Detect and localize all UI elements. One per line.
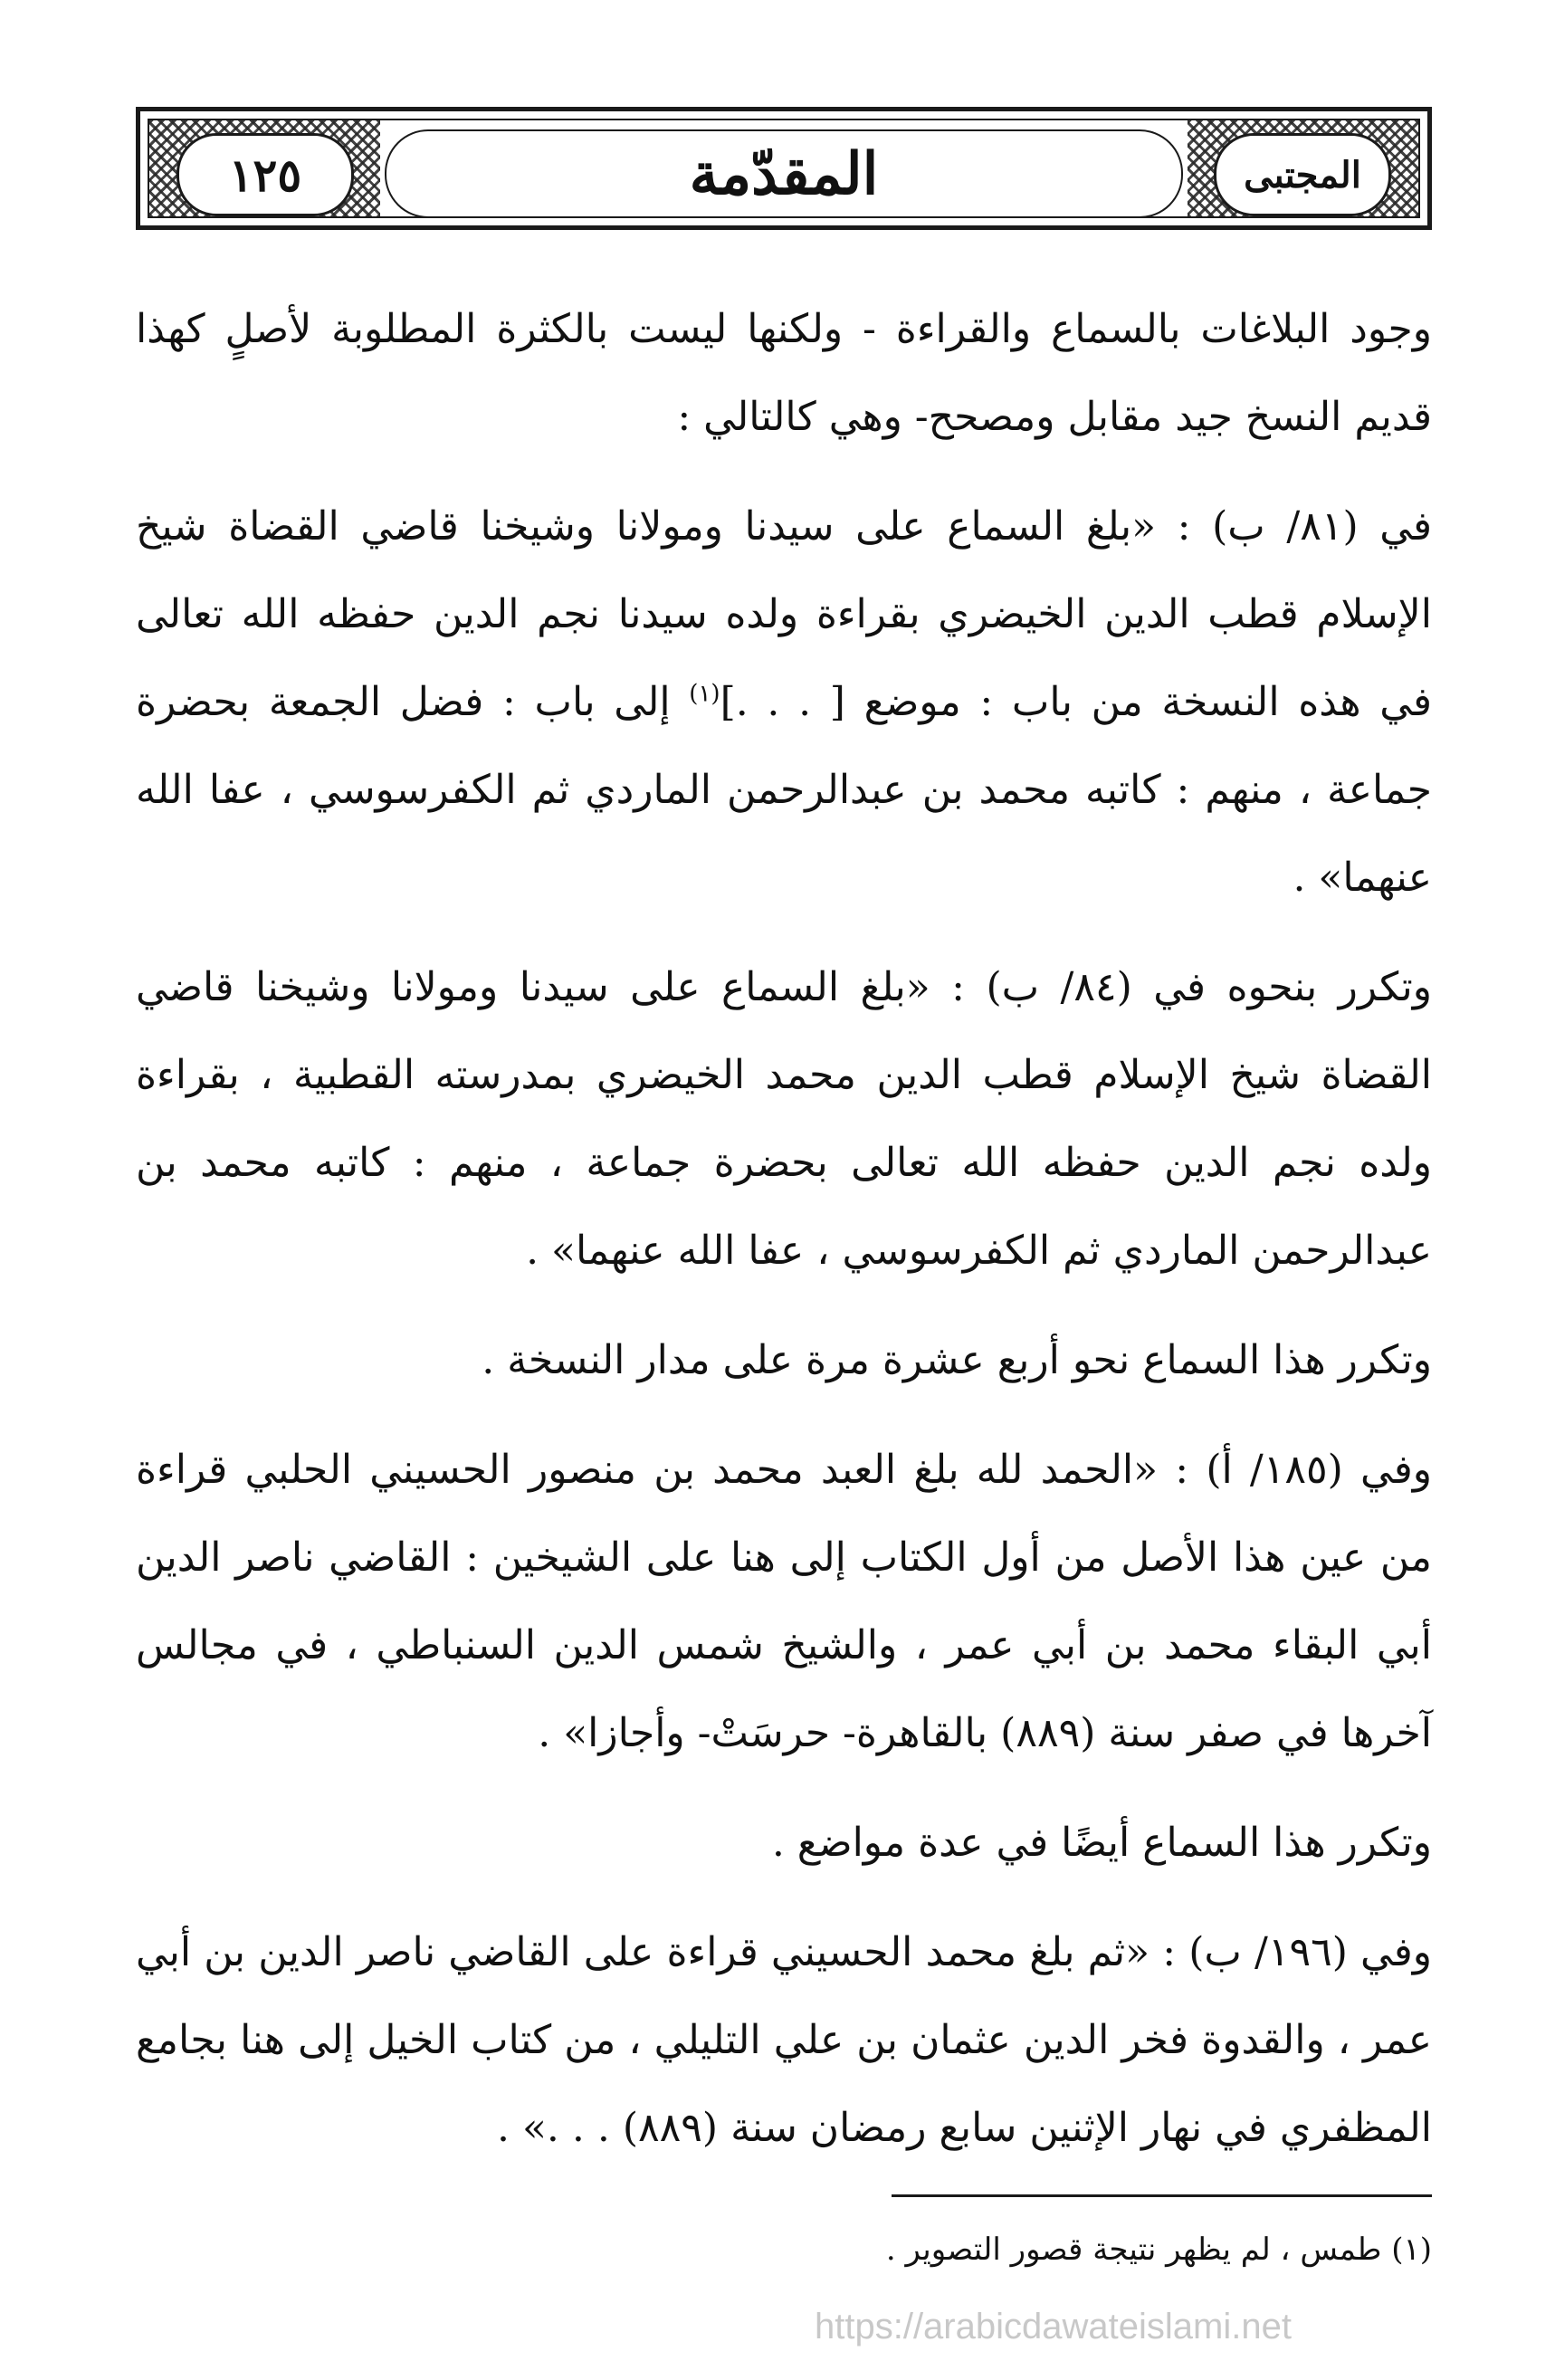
watermark: https://arabicdawateislami.net [815,2307,1292,2347]
paragraph: وفي (١٨٥/ أ) : «الحمد لله بلغ العبد محمد بن منصور الحسيني الحلبي قراءة من عين هذا الأصل من أول الكتاب إلى هنا على الشيخين : القاضي ناصر الدين أبي البقاء محمد بن أبي عمر ، والشيخ شمس الدين السنباطي ، في مجالس آخرها في صفر سنة (٨٨٩) بالقاهرة- حرسَتْ- وأجازا» . [136,1447,1432,1756]
body-text [136,285,1432,2194]
page-number: ١٢٥ [176,133,354,216]
paragraph: وتكرر هذا السماع أيضًا في عدة مواضع . [771,1820,1432,1866]
page-title: المقدّمة [385,129,1183,218]
footnote-reference[interactable]: (١) [689,680,720,708]
footnote-divider [892,2194,1432,2197]
paragraph: وجود البلاغات بالسماع والقراءة - ولكنها ليست بالكثرة المطلوبة لأصلٍ كهذا قديم النسخ جيد مقابل ومصحح- وهي كالتالي : [136,306,1432,440]
page-header [136,107,1432,230]
paragraph: وتكرر بنحوه في (٨٤/ ب) : «بلغ السماع على سيدنا ومولانا وشيخنا قاضي القضاة شيخ الإسلام قطب الدين محمد الخيضري بمدرسته القطبية ، بقراءة ولده نجم الدين حفظه الله تعالى بحضرة جماعة ، منهم : كاتبه محمد بن عبدالرحمن الماردي ثم الكفرسوسي ، عفا الله عنهما» . [136,964,1432,1274]
paragraph-text: إلى باب : فضل الجمعة بحضرة جماعة ، منهم : كاتبه محمد بن عبدالرحمن الماردي ثم الكفرسوسي ، عفا الله عنهما» . [136,679,1432,901]
header-frame [148,119,1420,218]
footnote: (١) طمس ، لم يظهر نتيجة قصور التصوير . [885,2232,1432,2268]
paragraph-text: في (٨١/ ب) : «بلغ السماع على سيدنا ومولانا وشيخنا قاضي القضاة شيخ الإسلام قطب الدين الخيضري بقراءة ولده سيدنا نجم الدين حفظه الله تعالى في هذه النسخة من باب : موضع [ . . .] [136,503,1433,725]
paragraph [136,483,1432,922]
paragraph: وفي (١٩٦/ ب) : «ثم بلغ محمد الحسيني قراءة على القاضي ناصر الدين بن أبي عمر ، والقدوة فخر الدين عثمان بن علي التليلي ، من كتاب الخيل إلى هنا بجامع المظفري في نهار الإثنين سابع رمضان سنة (٨٨٩) . . .» . [136,1929,1433,2151]
paragraph: وتكرر هذا السماع نحو أربع عشرة مرة على مدار النسخة . [482,1337,1432,1383]
book-logo: المجتبى [1214,133,1391,216]
